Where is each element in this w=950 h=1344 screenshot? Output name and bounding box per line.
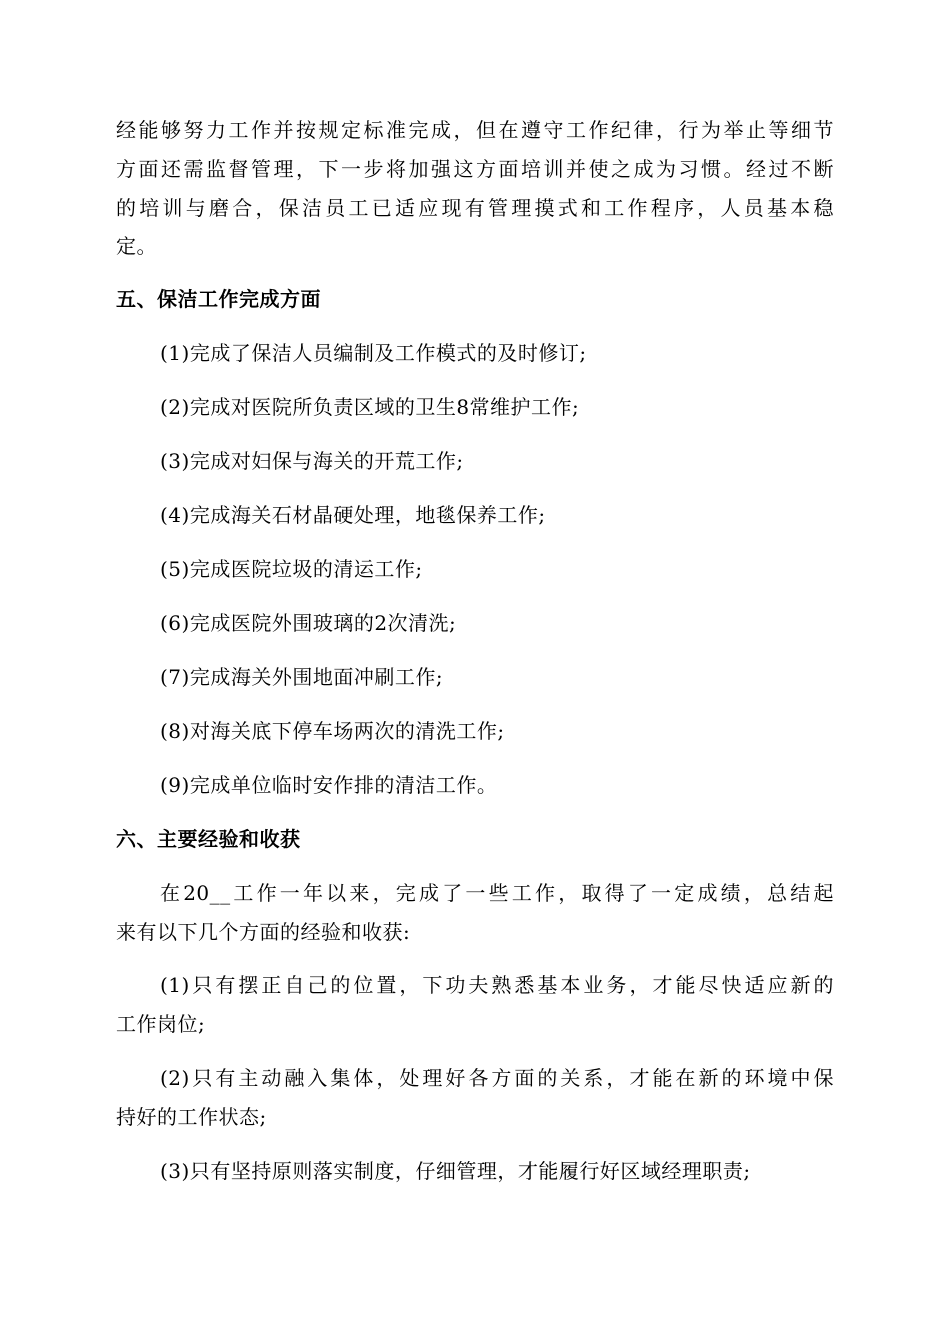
section-5-item-2: (2)完成对医院所负责区域的卫生8常维护工作; xyxy=(160,395,580,419)
intro-line-1: 经能够努力工作并按规定标准完成，但在遵守工作纪律，行为举止等细节 xyxy=(116,118,834,142)
section-5-item-7: (7)完成海关外围地面冲刷工作; xyxy=(160,665,444,689)
section-6-point-1-line-2: 工作岗位; xyxy=(116,1012,206,1036)
section-5-item-3: (3)完成对妇保与海关的开荒工作; xyxy=(160,449,464,473)
section-5-item-9: (9)完成单位临时安作排的清洁工作。 xyxy=(160,773,498,797)
section-6-point-2-line-2: 持好的工作状态; xyxy=(116,1105,267,1129)
intro-line-3: 的培训与磨合，保洁员工已适应现有管理摸式和工作程序，人员基本稳 xyxy=(116,196,834,220)
section-5-item-8: (8)对海关底下停车场两次的清洗工作; xyxy=(160,719,505,743)
section-6-point-3-line-1: (3)只有坚持原则落实制度，仔细管理，才能履行好区域经理职责; xyxy=(160,1159,751,1183)
intro-line-2: 方面还需监督管理，下一步将加强这方面培训并使之成为习惯。经过不断 xyxy=(116,157,834,181)
section-5-item-6: (6)完成医院外围玻璃的2次清洗; xyxy=(160,611,457,635)
section-5-item-4: (4)完成海关石材晶硬处理，地毯保养工作; xyxy=(160,503,546,527)
section-5-item-1: (1)完成了保洁人员编制及工作模式的及时修订; xyxy=(160,341,587,365)
section-6-point-1-line-1: (1)只有摆正自己的位置，下功夫熟悉基本业务，才能尽快适应新的 xyxy=(160,973,834,997)
intro-line-4: 定。 xyxy=(116,234,157,258)
section-5-heading: 五、保洁工作完成方面 xyxy=(116,287,321,311)
section-6-intro-line-2: 来有以下几个方面的经验和收获: xyxy=(116,920,411,944)
section-6-intro-line-1: 在20__工作一年以来，完成了一些工作，取得了一定成绩，总结起 xyxy=(160,881,834,905)
section-6-heading: 六、主要经验和收获 xyxy=(116,827,301,851)
section-6-point-2-line-1: (2)只有主动融入集体，处理好各方面的关系，才能在新的环境中保 xyxy=(160,1066,834,1090)
section-5-item-5: (5)完成医院垃圾的清运工作; xyxy=(160,557,423,581)
